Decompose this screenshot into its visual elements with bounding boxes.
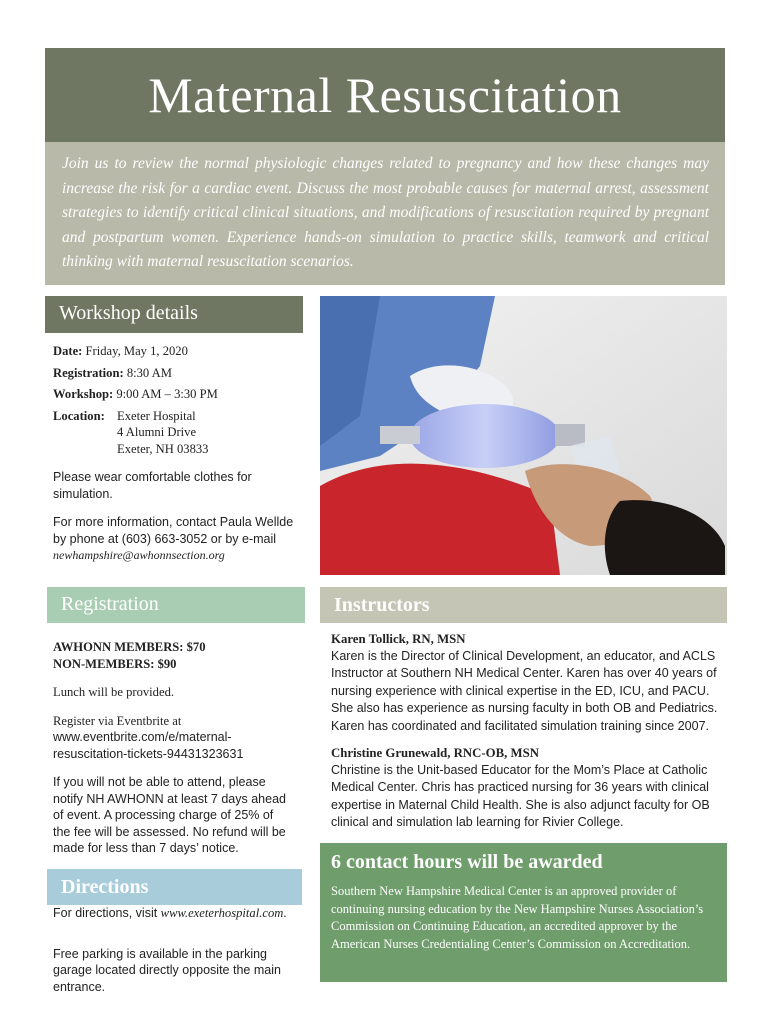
lunch-note: Lunch will be provided. (53, 685, 175, 699)
bag-valve-mask-icon (320, 296, 727, 575)
instructor-name: Christine Grunewald, RNC-OB, MSN (331, 746, 539, 760)
clothes-note: Please wear comfortable clothes for simulation. (53, 470, 252, 501)
eventbrite-url-line1[interactable]: www.eventbrite.com/e/maternal- (53, 730, 232, 744)
directions-visit (53, 905, 303, 922)
bag-valve-mask-photo (320, 296, 727, 575)
date-row (53, 343, 303, 360)
non-member-price: NON-MEMBERS: $90 (53, 656, 177, 671)
contact-hours-heading: 6 contact hours will be awarded (331, 851, 603, 873)
contact-hours-body: Southern New Hampshire Medical Center is an approved provider of continuing nursing education by the New Hampshire Nurses Association’s Commission on Continuing Education, an accredited approver by the American Nurses Credentialing Center’s Commission on Accreditation. (331, 884, 704, 951)
member-price: AWHONN MEMBERS: $70 (53, 640, 206, 654)
instructor-item (331, 745, 719, 832)
registration-time-label: Registration: (53, 365, 124, 380)
location-row (53, 408, 303, 458)
date-label: Date: (53, 344, 83, 358)
registration-time-value: 8:30 AM (126, 365, 172, 380)
directions-body (53, 905, 303, 995)
workshop-time-row (53, 386, 303, 403)
eventbrite-url-line2[interactable]: resuscitation-tickets-94431323631 (53, 746, 244, 761)
contact-note: For more information, contact Paula Wellde by phone at (603) 663-3052 or by e-mail (53, 515, 294, 546)
cancellation-policy: If you will not be able to attend, please notify NH AWHONN at least 7 days ahead of event. A processing charge of 25% of the fee will be assessed. No refund will be made for less than 7 days’ notice. (53, 775, 286, 855)
parking-note: Free parking is available in the parking garage located directly opposite the main entrance. (53, 946, 281, 994)
instructor-name: Karen Tollick, RN, MSN (331, 632, 466, 646)
directions-url-link[interactable]: www.exeterhospital.com (160, 906, 284, 920)
date-value: Friday, May 1, 2020 (85, 344, 188, 358)
instructors-list (331, 631, 719, 832)
location-line: Exeter, NH 03833 (117, 441, 209, 456)
registration-body (53, 639, 303, 857)
instructor-bio: Karen is the Director of Clinical Development, an educator, and ACLS Instructor at Southern NH Medical Center. Karen has over 40 years of nursing experience with clinical expertise in the ED, ICU, and PACU. She also has experience as nursing faculty in both OB and Pediatrics. Karen has coordinated and facilitated simulation training since 2007. (331, 648, 718, 733)
location-address (117, 408, 208, 458)
directions-visit-suffix: . (283, 906, 287, 920)
contact-hours-box (320, 843, 727, 982)
instructors-heading: Instructors (320, 587, 727, 623)
instructor-bio: Christine is the Unit-based Educator for the Mom’s Place at Catholic Medical Center. Chris has practiced nursing for 36 years with clinical expertise in Maternal Child Health. She is also adjunct faculty for OB clinical and simulation lab learning for Rivier College. (331, 762, 710, 829)
location-line: Exeter Hospital (117, 408, 196, 423)
workshop-time-value: 9:00 AM – 3:30 PM (116, 387, 218, 401)
intro-paragraph: Join us to review the normal physiologic changes related to pregnancy and how these changes may increase the risk for a cardiac event. Discuss the most probable causes for maternal arrest, assessment strategies to identify critical clinical situations, and modifications of resuscitation required by pregnant and postpartum women. Experience hands-on simulation to practice skills, teamwork and critical thinking with maternal resuscitation scenarios. (45, 142, 725, 285)
register-via: Register via Eventbrite at (53, 713, 182, 728)
registration-heading: Registration (47, 587, 305, 623)
page-title: Maternal Resuscitation (45, 48, 725, 142)
workshop-time-label: Workshop: (53, 387, 114, 401)
location-label: Location: (53, 408, 105, 423)
workshop-details-body (53, 343, 303, 564)
instructor-item (331, 631, 719, 735)
location-line: 4 Alumni Drive (117, 425, 197, 439)
workshop-details-heading: Workshop details (45, 296, 303, 333)
contact-email-link[interactable]: newhampshire@awhonnsection.org (53, 548, 225, 562)
registration-time-row (53, 365, 303, 382)
directions-heading: Directions (47, 869, 302, 905)
directions-visit-prefix: For directions, visit (53, 906, 161, 920)
